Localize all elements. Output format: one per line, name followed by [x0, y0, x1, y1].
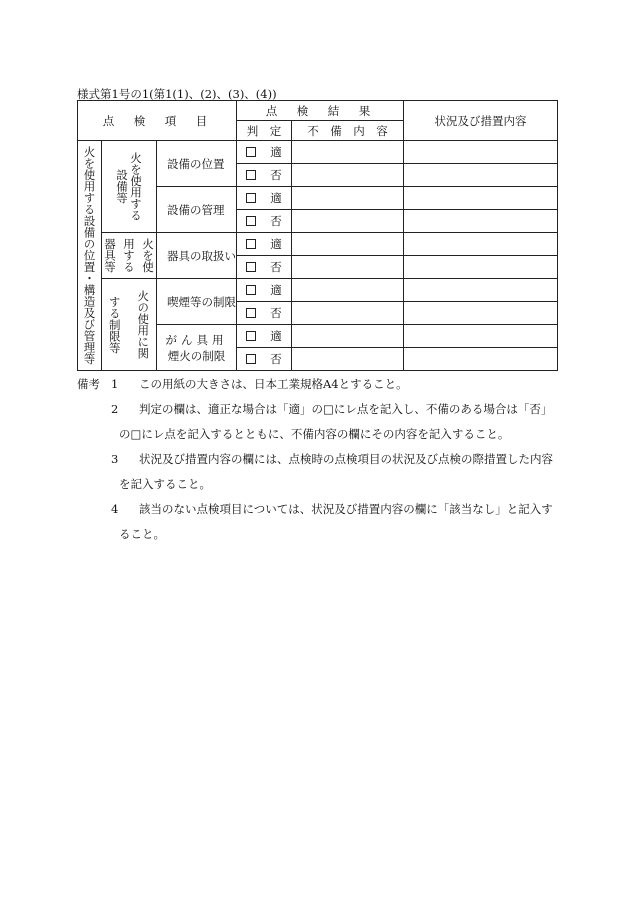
header-judgement: 判 定: [237, 121, 292, 141]
note-text: この用紙の大きさは、日本工業規格A4とすること。: [139, 377, 408, 391]
status-cell[interactable]: [404, 279, 558, 302]
note-text: 判定の欄は、適正な場合は「適」の□にレ点を記入し、不備のある場合は「否」: [139, 402, 553, 416]
defect-cell[interactable]: [292, 348, 404, 371]
defect-cell[interactable]: [292, 210, 404, 233]
group-appliance-label: 火を使: [141, 238, 155, 273]
note-text-continued: を記入すること。: [119, 477, 211, 491]
checkbox[interactable]: [246, 216, 256, 226]
defect-cell[interactable]: [292, 325, 404, 348]
item-smoking-restriction: 喫煙等の制限: [157, 279, 237, 325]
note-number: 1: [111, 377, 119, 391]
group-restriction-cell: [102, 279, 157, 371]
group-appliance-label: 用する: [122, 238, 136, 273]
judge-ok[interactable]: 適: [237, 233, 292, 256]
note-text: 該当のない点検項目については、状況及び措置内容の欄に「該当なし」と記入す: [139, 502, 553, 516]
status-cell[interactable]: [404, 233, 558, 256]
note-text-continued: の□にレ点を記入するとともに、不備内容の欄にその内容を記入すること。: [119, 427, 510, 441]
defect-cell[interactable]: [292, 302, 404, 325]
judge-ok[interactable]: 適: [237, 141, 292, 164]
status-cell[interactable]: [404, 164, 558, 187]
group-equipment-cell: [102, 141, 157, 233]
status-cell[interactable]: [404, 256, 558, 279]
checkbox[interactable]: [246, 193, 256, 203]
notes-label: 備考: [77, 377, 100, 391]
note-text-continued: ること。: [119, 527, 165, 541]
group-appliance-cell: [102, 233, 157, 279]
note-number: 4: [111, 502, 119, 516]
checkbox[interactable]: [246, 331, 256, 341]
note-number: 2: [111, 402, 119, 416]
status-cell[interactable]: [404, 141, 558, 164]
defect-cell[interactable]: [292, 141, 404, 164]
group-equipment-label: 火を使用する設備等: [115, 152, 143, 221]
checkbox[interactable]: [246, 170, 256, 180]
item-toy-fireworks: がん具用 煙火の制限: [157, 325, 237, 371]
note-number: 3: [111, 452, 119, 466]
defect-cell[interactable]: [292, 187, 404, 210]
status-cell[interactable]: [404, 348, 558, 371]
status-cell[interactable]: [404, 302, 558, 325]
status-cell[interactable]: [404, 325, 558, 348]
status-cell[interactable]: [404, 187, 558, 210]
judge-ng[interactable]: 否: [237, 348, 292, 371]
group-restriction-label: 火の使用に関: [136, 290, 151, 359]
header-defect-content: 不 備 内 容: [292, 121, 404, 141]
judge-ng[interactable]: 否: [237, 210, 292, 233]
main-category-cell: [78, 141, 102, 371]
judge-ok[interactable]: 適: [237, 325, 292, 348]
form-number-label: 様式第1号の1(第1(1)、(2)、(3)、(4)): [77, 87, 277, 101]
judge-ng[interactable]: 否: [237, 302, 292, 325]
item-equipment-management: 設備の管理: [157, 187, 237, 233]
header-status-measures: 状況及び措置内容: [404, 101, 558, 141]
judge-ok[interactable]: 適: [237, 187, 292, 210]
defect-cell[interactable]: [292, 164, 404, 187]
judge-ng[interactable]: 否: [237, 256, 292, 279]
item-appliance-handling: 器具の取扱い: [157, 233, 237, 279]
defect-cell[interactable]: [292, 233, 404, 256]
group-appliance-label: 器具等: [103, 238, 117, 273]
judge-ng[interactable]: 否: [237, 164, 292, 187]
group-restriction-label: する制限等: [107, 295, 122, 354]
checkbox[interactable]: [246, 239, 256, 249]
header-inspection-item: 点 検 項 目: [78, 101, 237, 141]
status-cell[interactable]: [404, 210, 558, 233]
judge-ok[interactable]: 適: [237, 279, 292, 302]
note-text: 状況及び措置内容の欄には、点検時の点検項目の状況及び点検の際措置した内容: [139, 452, 553, 466]
main-category-label: 火を使用する設備の位置・構造及び管理等: [82, 146, 97, 365]
header-inspection-result: 点 検 結 果: [237, 101, 404, 121]
notes-section: [77, 376, 577, 551]
defect-cell[interactable]: [292, 279, 404, 302]
checkbox[interactable]: [246, 262, 256, 272]
checkbox[interactable]: [246, 308, 256, 318]
checkbox[interactable]: [246, 147, 256, 157]
defect-cell[interactable]: [292, 256, 404, 279]
checkbox[interactable]: [246, 354, 256, 364]
inspection-table: [77, 100, 558, 371]
item-equipment-position: 設備の位置: [157, 141, 237, 187]
checkbox[interactable]: [246, 285, 256, 295]
